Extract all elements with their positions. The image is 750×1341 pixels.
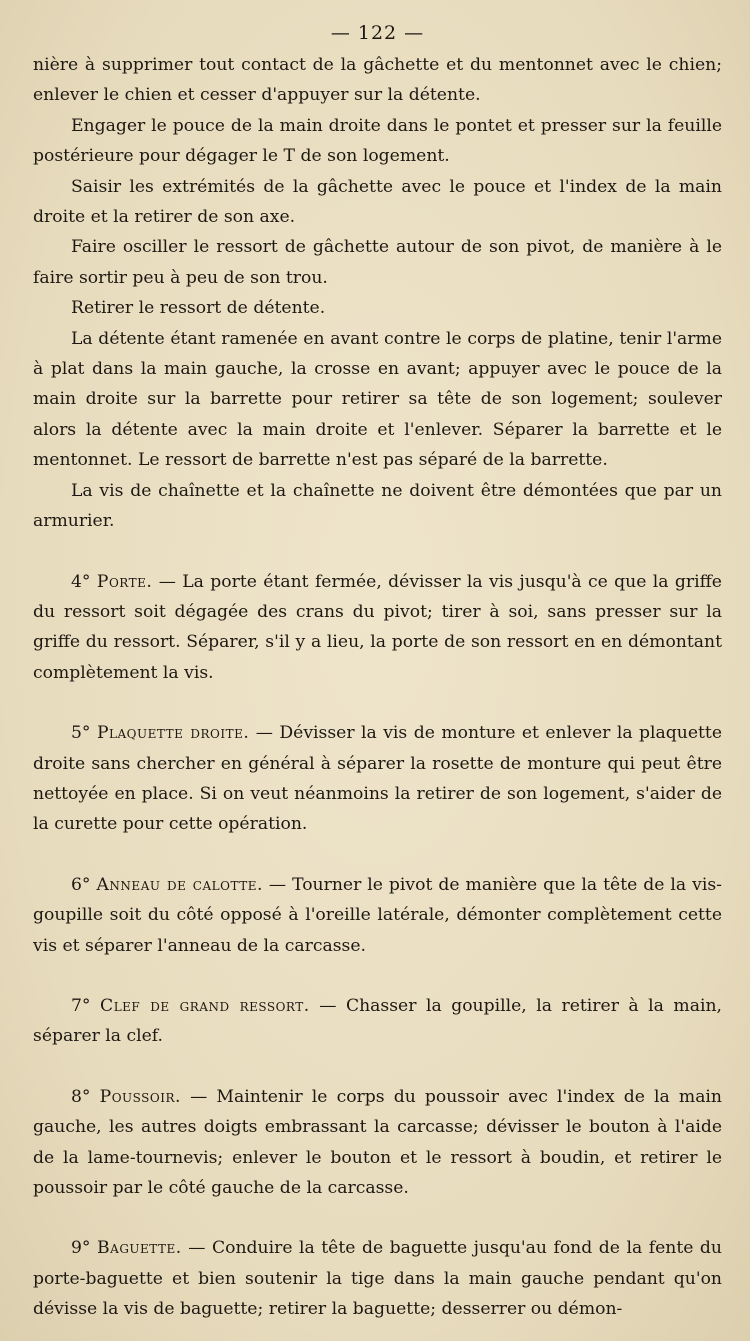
section-text: — La porte étant fermée, dévisser la vis jusqu'à ce que la griffe du ressort soit dégagée des crans du pivot; tirer à soi, sans presser sur la griffe du ressort. Séparer, s'il y a lieu, la porte de son ressort en en démontant complètement la vis.	[33, 571, 722, 683]
section-anneau-de-calotte	[33, 870, 722, 961]
paragraph: La vis de chaînette et la chaînette ne doivent être démontées que par un armurier.	[33, 480, 722, 532]
paragraph: nière à supprimer tout contact de la gâchette et du mentonnet avec le chien; enlever le chien et cesser d'appuyer sur la détente.	[33, 55, 722, 106]
section-text: — Tourner le pivot de manière que la tête de la vis-goupille soit du côté opposé à l'oreille latérale, démonter complètement cette vis et séparer l'anneau de la carcasse.	[33, 874, 722, 956]
section-text: — Conduire la tête de baguette jusqu'au fond de la fente du porte-baguette et bien soutenir la tige dans la main gauche pendant qu'on dévisse la vis de baguette; retirer la baguette; desserrer ou démon-	[33, 1238, 722, 1320]
paragraph: La détente étant ramenée en avant contre le corps de platine, tenir l'arme à plat dans la main gauche, la crosse en avant; appuyer avec le pouce de la main droite sur la barrette pour retirer sa tête de son logement; soulever alors la détente avec la main droite et l'enlever. Séparer la barrette et le mentonnet. Le ressort de barrette n'est pas séparé de la barrette.	[33, 328, 722, 471]
section-title: Baguette.	[97, 1238, 182, 1259]
section-porte	[33, 567, 722, 689]
section-title: Poussoir.	[99, 1086, 181, 1107]
section-number: 6°	[71, 874, 91, 895]
paragraph: Retirer le ressort de détente.	[71, 298, 326, 319]
paragraph: Faire osciller le ressort de gâchette autour de son pivot, de manière à le faire sortir peu à peu de son trou.	[33, 237, 722, 288]
section-title: Plaquette droite.	[96, 723, 250, 744]
section-number: 8°	[71, 1086, 91, 1107]
section-plaquette-droite	[33, 718, 722, 840]
section-number: 7°	[71, 995, 91, 1016]
section-number: 5°	[71, 723, 91, 744]
section-text: — Chasser la goupille, la retirer à la main, séparer la clef.	[33, 995, 723, 1047]
section-poussoir	[33, 1082, 722, 1204]
section-title: Clef de grand ressort.	[100, 995, 310, 1016]
paragraph: Saisir les extrémités de la gâchette avec le pouce et l'index de la main droite et la retirer de son axe.	[33, 176, 722, 228]
section-title: Porte.	[96, 571, 153, 592]
section-number: 9°	[71, 1238, 91, 1259]
section-number: 4°	[71, 571, 91, 592]
section-text: — Maintenir le corps du poussoir avec l'index de la main gauche, les autres doigts embrassant la carcasse; dévisser le bouton à l'aide de la lame-tournevis; enlever le bouton et le ressort à boudin, et retirer le poussoir par le côté gauche de la carcasse.	[33, 1086, 723, 1198]
page-number: — 122 —	[330, 22, 425, 44]
paragraph: Engager le pouce de la main droite dans le pontet et presser sur la feuille postérieure pour dégager le T de son logement.	[33, 115, 722, 167]
section-title: Anneau de calotte.	[96, 874, 263, 895]
section-text: — Dévisser la vis de monture et enlever la plaquette droite sans chercher en général à séparer la rosette de monture qui peut être nettoyée en place. Si on veut néanmoins la retirer de son logement, s'aider de la curette pour cette opération.	[33, 723, 722, 835]
section-baguette	[33, 1233, 722, 1324]
section-clef-de-grand-ressort	[33, 991, 722, 1052]
